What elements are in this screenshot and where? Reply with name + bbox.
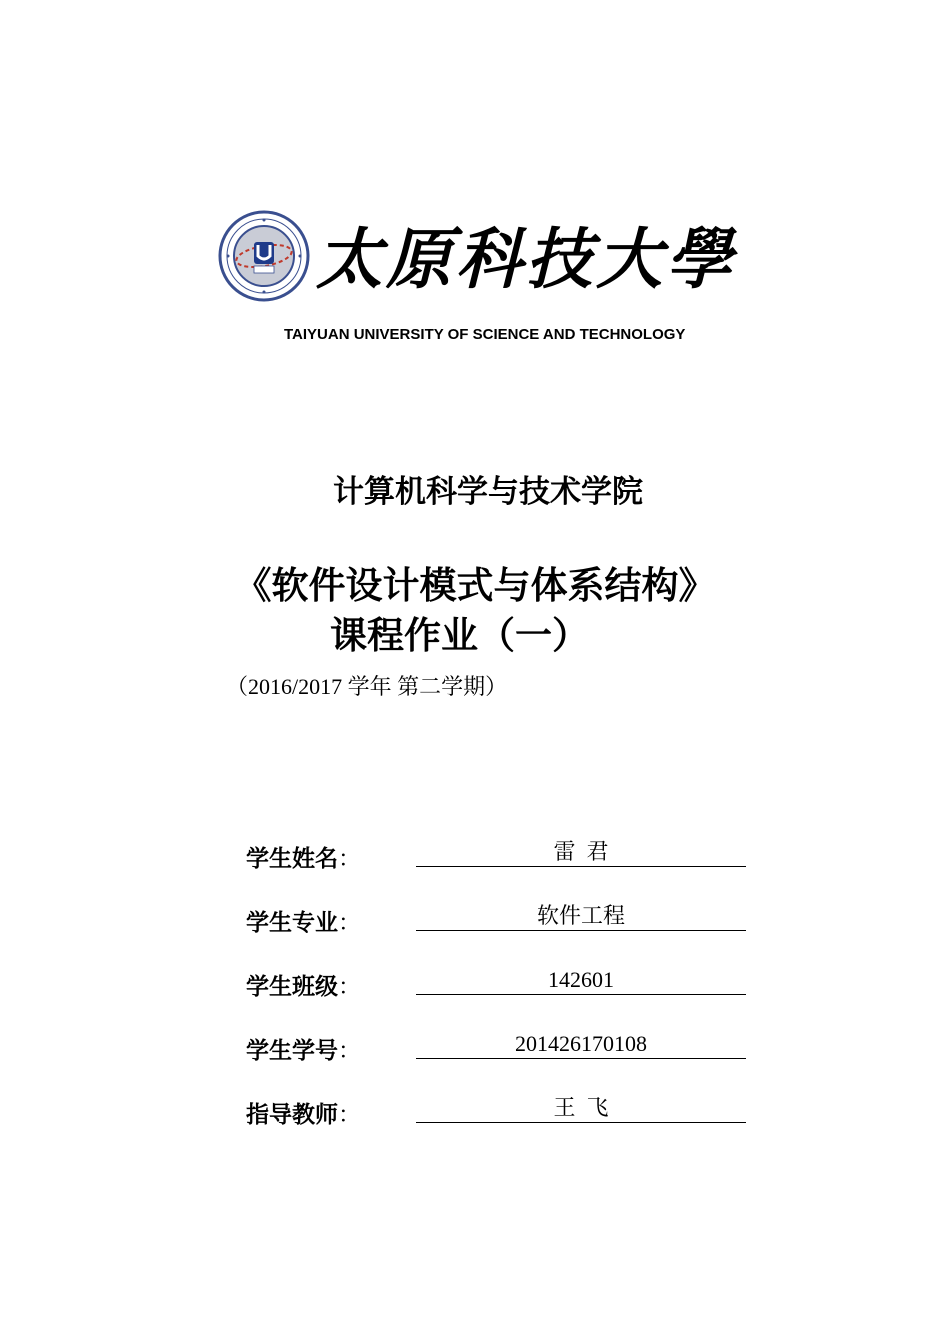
info-value-major: 软件工程 <box>416 900 746 931</box>
info-value-class: 142601 <box>416 964 746 995</box>
info-label: 学生班级： <box>246 974 361 1000</box>
info-value-student-name: 雷 君 <box>416 836 746 867</box>
info-value-instructor: 王 飞 <box>416 1092 746 1123</box>
university-logo <box>218 210 736 350</box>
assignment-title: 课程作业（一） <box>330 614 589 657</box>
info-label: 学生学号： <box>246 1038 361 1064</box>
info-value-student-id: 201426170108 <box>416 1028 746 1059</box>
info-label: 学生姓名： <box>246 846 361 872</box>
course-title: 《软件设计模式与体系结构》 <box>234 564 716 607</box>
semester: （2016/2017 学年 第二学期） <box>226 674 508 699</box>
info-row-class <box>246 964 748 1004</box>
university-seal-icon <box>218 210 310 302</box>
university-name-en: TAIYUAN UNIVERSITY OF SCIENCE AND TECHNOLOGY <box>284 326 686 343</box>
university-name-cn: 太原科技大學 <box>316 220 736 298</box>
info-label: 学生专业： <box>246 910 361 936</box>
info-row-major <box>246 900 748 940</box>
college-name: 计算机科学与技术学院 <box>333 474 643 510</box>
info-row-student-id <box>246 1028 748 1068</box>
info-row-instructor <box>246 1092 748 1132</box>
info-row-student-name <box>246 836 748 876</box>
info-label: 指导教师： <box>246 1102 361 1128</box>
